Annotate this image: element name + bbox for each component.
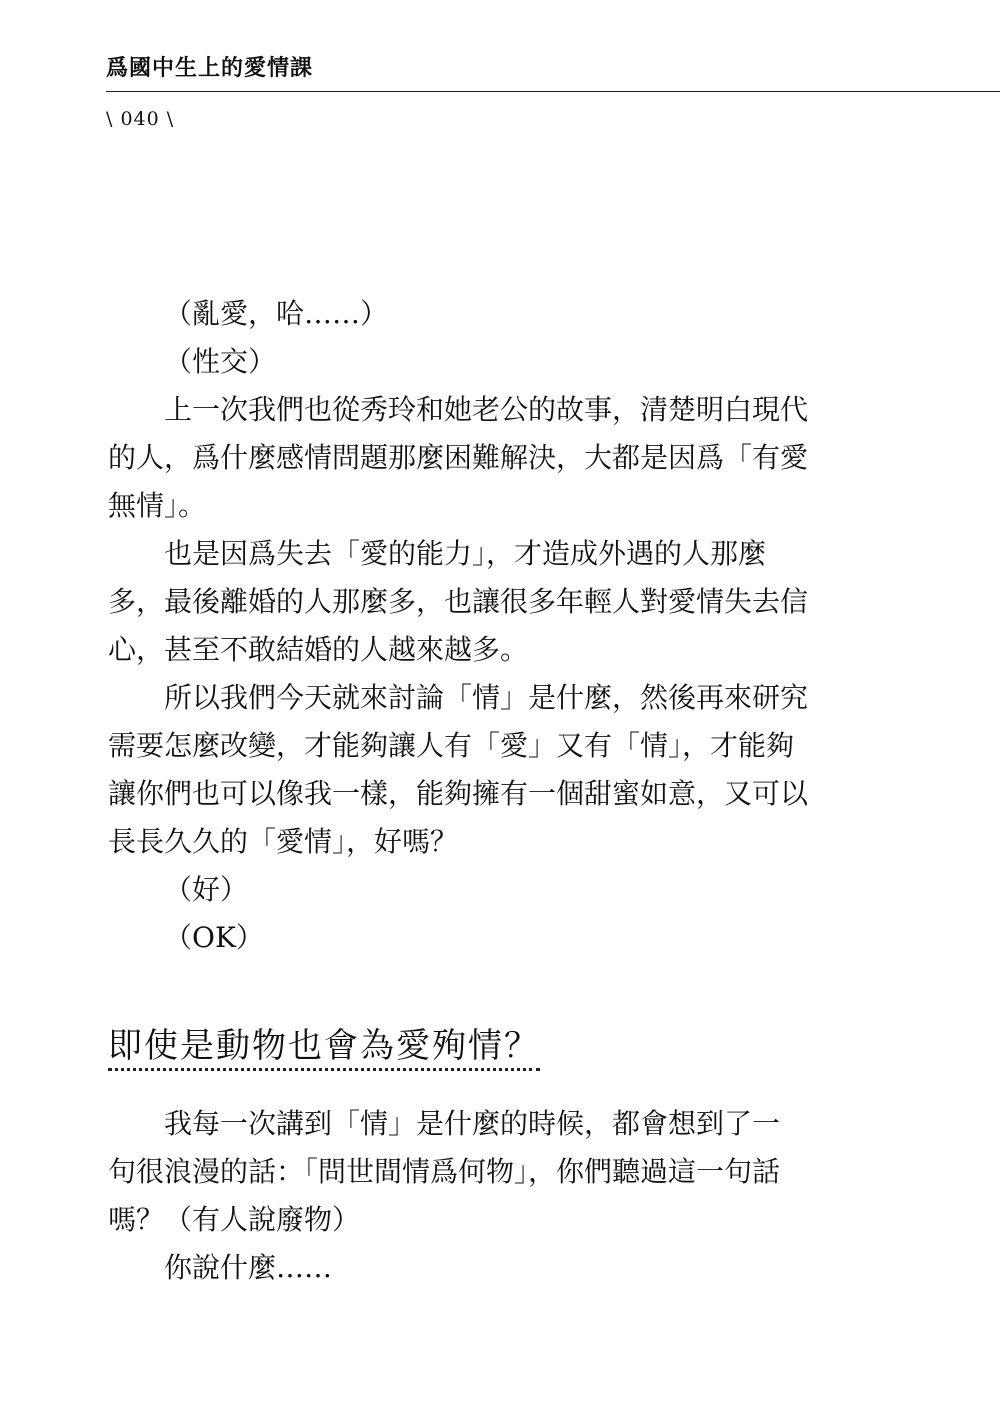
- text-line: 的人，爲什麼感情問題那麼困難解決，大都是因爲「有愛: [108, 441, 809, 474]
- text-line: 句很浪漫的話：「問世間情爲何物」，你們聽過這一句話: [108, 1155, 781, 1188]
- text-line: 心，甚至不敢結婚的人越來越多。: [108, 633, 529, 666]
- text-line: 我每一次講到「情」是什麼的時候，都會想到了一: [164, 1107, 781, 1140]
- text-line: 也是因爲失去「愛的能力」，才造成外遇的人那麼: [164, 537, 767, 570]
- text-line: 所以我們今天就來討論「情」是什麼，然後再來研究: [164, 681, 809, 714]
- running-head: 爲國中生上的愛情課: [106, 56, 314, 81]
- text-line: 無情」。: [108, 489, 207, 522]
- text-line: 多，最後離婚的人那麼多，也讓很多年輕人對愛情失去信: [108, 585, 809, 618]
- text-line: （好）: [164, 873, 249, 906]
- text-line: （OK）: [164, 921, 264, 954]
- header-rule: [106, 91, 1000, 92]
- text-line: 需要怎麼改變，才能夠讓人有「愛」又有「情」，才能夠: [108, 729, 795, 762]
- section-heading-dotted-rule: [108, 1068, 540, 1071]
- text-line: （性交）: [164, 345, 277, 378]
- text-line: 讓你們也可以像我一樣，能夠擁有一個甜蜜如意，又可以: [108, 777, 809, 810]
- section-heading: 即使是動物也會為愛殉情？: [108, 1026, 540, 1066]
- page-number: \ 040 \: [106, 108, 175, 130]
- text-line: 上一次我們也從秀玲和她老公的故事，清楚明白現代: [164, 393, 809, 426]
- text-line: （亂愛，哈……）: [164, 297, 389, 330]
- text-line: 你說什麼……: [164, 1251, 333, 1284]
- text-line: 長長久久的「愛情」，好嗎？: [108, 825, 459, 858]
- text-line: 嗎？（有人說廢物）: [108, 1203, 361, 1236]
